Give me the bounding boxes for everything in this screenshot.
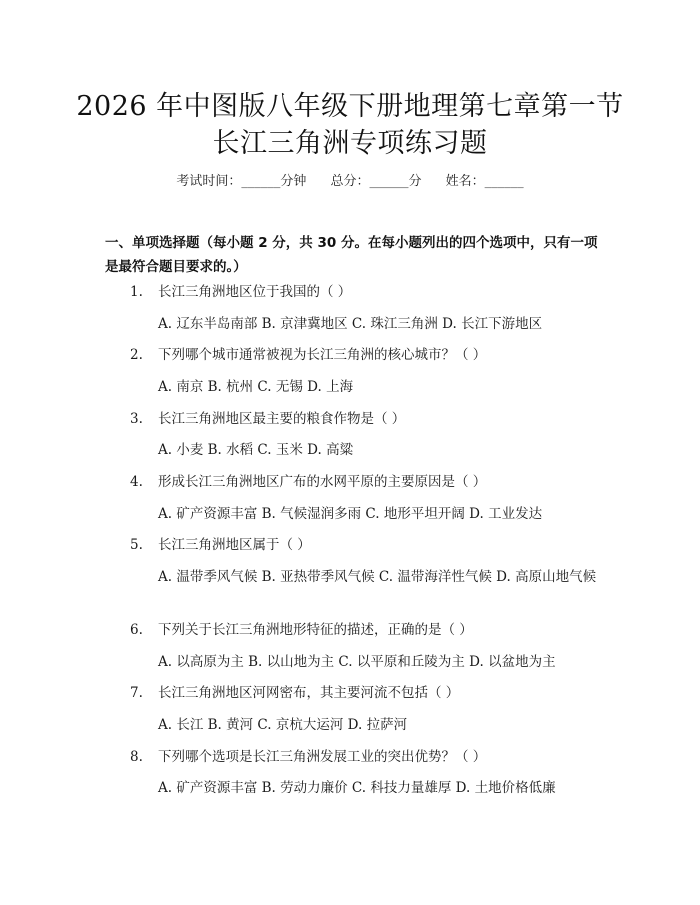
question-6-options: A. 以高原为主 B. 以山地为主 C. 以平原和丘陵为主 D. 以盆地为主 [158,654,556,670]
question-1 [130,282,351,302]
name-field: 姓名：______ [445,174,524,189]
question-8-options: A. 矿产资源丰富 B. 劳动力廉价 C. 科技力量雄厚 D. 土地价格低廉 [158,780,556,796]
question-3 [130,409,405,429]
exam-time-field: 考试时间：______分钟 [176,174,307,189]
question-number: 5. [130,537,143,553]
question-5 [130,535,311,555]
total-score-field: 总分：______分 [330,174,422,189]
question-text: 下列关于长江三角洲地形特征的描述，正确的是（ ） [158,622,473,638]
question-5-options: A. 温带季风气候 B. 亚热带季风气候 C. 温带海洋性气候 D. 高原山地气候 [158,569,597,585]
question-7 [130,683,459,703]
page-title-line1: 2026 年中图版八年级下册地理第七章第一节 [76,91,624,122]
question-2 [130,345,486,365]
page-title-line2: 长江三角洲专项练习题 [212,128,488,159]
question-7-options: A. 长江 B. 黄河 C. 京杭大运河 D. 拉萨河 [158,717,408,733]
question-3-options: A. 小麦 B. 水稻 C. 玉米 D. 高粱 [158,442,354,458]
question-number: 8. [130,749,143,765]
question-number: 1. [130,284,143,300]
question-text: 长江三角洲地区最主要的粮食作物是（ ） [158,411,406,427]
question-text: 长江三角洲地区位于我国的（ ） [158,284,352,300]
question-number: 4. [130,474,143,490]
question-6 [130,620,473,640]
question-number: 2. [130,347,143,363]
question-text: 形成长江三角洲地区广布的水网平原的主要原因是（ ） [158,474,487,490]
question-4-options: A. 矿产资源丰富 B. 气候湿润多雨 C. 地形平坦开阔 D. 工业发达 [158,506,543,522]
question-8 [130,747,486,767]
section-heading: 一、单项选择题（每小题 2 分，共 30 分。在每小题列出的四个选项中，只有一项是最符合题目要求的。） [105,235,598,275]
question-number: 7. [130,685,143,701]
question-text: 长江三角洲地区属于（ ） [158,537,311,553]
question-1-options: A. 辽东半岛南部 B. 京津冀地区 C. 珠江三角洲 D. 长江下游地区 [158,316,543,332]
question-2-options: A. 南京 B. 杭州 C. 无锡 D. 上海 [158,379,354,395]
question-4 [130,472,486,492]
exam-info [0,170,700,189]
question-number: 3. [130,411,143,427]
question-text: 下列哪个选项是长江三角洲发展工业的突出优势？（ ） [158,749,487,765]
question-number: 6. [130,622,143,638]
question-text: 下列哪个城市通常被视为长江三角洲的核心城市？（ ） [158,347,487,363]
question-text: 长江三角洲地区河网密布，其主要河流不包括（ ） [158,685,460,701]
